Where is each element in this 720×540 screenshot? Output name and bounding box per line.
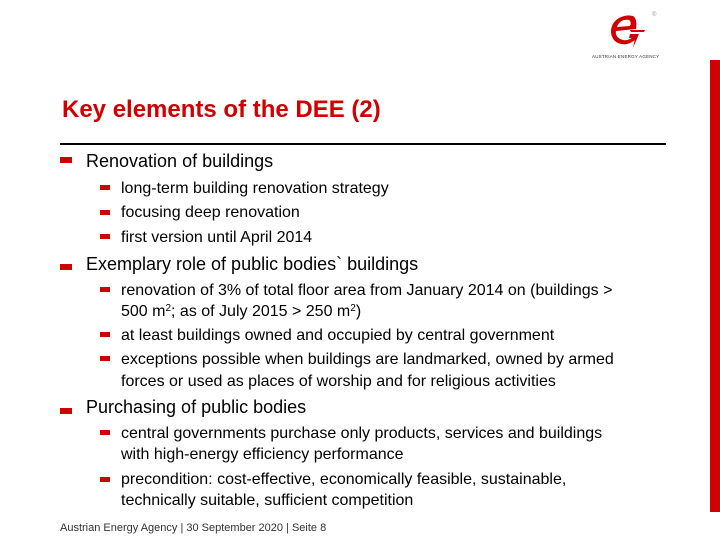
text-fragment: ) — [355, 303, 362, 320]
superscript: 2 — [350, 303, 356, 314]
list-item: long-term building renovation strategy — [121, 180, 389, 197]
slide-footer: Austrian Energy Agency | 30 September 2020 | Seite 8 — [60, 522, 327, 534]
list-item-line: exceptions possible when buildings are landmarked, owned by armed — [121, 351, 614, 368]
list-item: first version until April 2014 — [121, 229, 313, 246]
logo-text: AUSTRIAN ENERGY AGENCY — [592, 54, 660, 59]
list-item-line: renovation of 3% of total floor area from January 2014 on (buildings > — [121, 282, 613, 299]
bullet-icon — [100, 332, 110, 337]
company-logo — [592, 10, 672, 58]
slide-title: Key elements of the DEE (2) — [62, 96, 381, 123]
bullet-icon — [100, 287, 110, 292]
text-fragment: 500 m — [121, 303, 166, 320]
section-heading: Exemplary role of public bodies` buildings — [86, 254, 419, 274]
bullet-icon — [60, 408, 72, 414]
list-item-line: precondition: cost-effective, economically feasible, sustainable, — [121, 471, 567, 488]
registered-mark: ® — [652, 12, 657, 18]
right-accent-bar — [710, 60, 720, 512]
bullet-icon — [100, 477, 110, 482]
title-divider — [60, 143, 666, 145]
bullet-icon — [100, 430, 110, 435]
list-item-line: central governments purchase only products, services and buildings — [121, 425, 603, 442]
section-heading: Purchasing of public bodies — [86, 397, 307, 417]
bullet-icon — [100, 356, 110, 361]
section-heading: Renovation of buildings — [86, 151, 274, 171]
bullet-icon — [100, 185, 110, 190]
bullet-icon — [100, 210, 110, 215]
energy-agency-e-logo-icon — [603, 10, 649, 50]
bullet-icon — [60, 157, 72, 163]
list-item: focusing deep renovation — [121, 204, 300, 221]
bullet-icon — [100, 234, 110, 239]
text-fragment: ; as of July 2015 > 250 m — [171, 303, 351, 320]
list-item-line — [121, 300, 361, 323]
superscript: 2 — [165, 303, 172, 314]
list-item-line: forces or used as places of worship and for religious activities — [121, 373, 556, 390]
list-item: at least buildings owned and occupied by central government — [121, 327, 555, 344]
list-item-line: technically suitable, sufficient competition — [121, 492, 414, 509]
bullet-icon — [60, 264, 72, 270]
list-item-line: with high-energy efficiency performance — [121, 446, 404, 463]
